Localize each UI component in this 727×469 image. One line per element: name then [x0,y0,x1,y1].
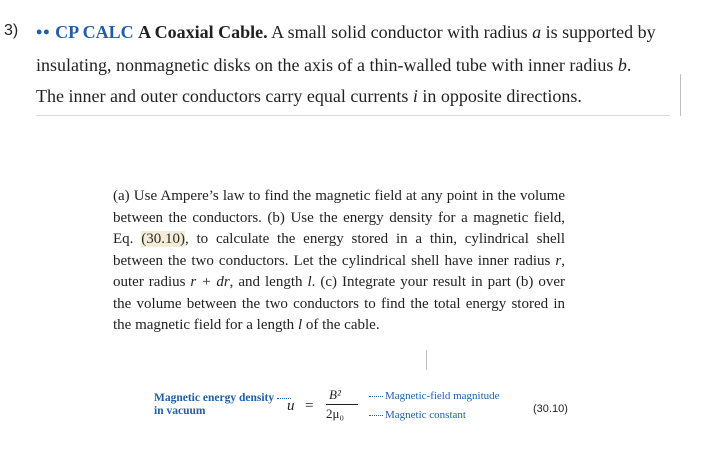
problem-text: in opposite directions. [422,86,582,106]
equation-label-text: Magnetic energy density [154,392,275,404]
equation-label [154,392,293,418]
leader-line [369,415,383,416]
question-text: . (c) Integrate your result in part (b) over the volume between the two conductors to find the total energy stored in the magnetic field for a length [113,274,566,333]
annotation-magnetic-constant [369,409,466,421]
problem-text: A small solid conductor with radius [271,22,528,42]
variable-i: i [412,86,418,106]
equation-numerator: B² [329,387,341,402]
problem-tag: CP CALC [55,22,134,42]
leader-line [369,396,383,397]
question-text: , and length [229,274,303,290]
variable-r-dr: r + dr [190,274,230,290]
annotation-magnetic-field [369,390,500,402]
problem-text: is supported by [545,22,656,42]
difficulty-dots: •• [36,22,51,42]
problem-heading-line-1 [36,22,656,43]
question-text: of the cable. [305,317,380,333]
separator-line [36,115,670,116]
equation-reference-link[interactable]: (30.10) [141,231,185,247]
annotation-text: Magnetic-field magnitude [385,390,500,402]
text-cursor-line [680,74,681,116]
problem-heading-line-2 [36,55,631,76]
question-paragraph [113,186,565,337]
variable-b: b [617,55,627,75]
equation-label-line: in vacuum [154,405,206,417]
problem-title: A Coaxial Cable. [138,22,268,42]
variable-l: l [297,317,303,333]
problem-text: insulating, nonmagnetic disks on the axis of a thin-walled tube with inner radius [36,55,614,75]
equation-lhs: u [287,398,295,414]
equation-equals: = [305,398,314,414]
variable-r: r [555,252,562,269]
question-text: , outer radius [113,252,565,290]
variable-l: l [307,274,312,290]
equation-denominator: 2μ₀ [326,406,345,421]
question-text: , to calculate the energy stored in a thin, cylindrical shell between the two conductors. Let the cylindrical shell have inner radius [113,231,566,269]
problem-number: 3) [4,22,19,39]
fraction-bar [326,404,358,405]
equation-number: (30.10) [533,403,568,415]
text-cursor-line [426,350,427,370]
problem-text: . [626,55,632,75]
problem-text: The inner and outer conductors carry equal currents [36,86,409,106]
annotation-text: Magnetic constant [385,409,466,421]
question-text: (a) Use Ampere’s law to find the magnetic field at any point in the volume between the conductors. (b) Use the energy density for a magnetic field, Eq. [113,188,565,247]
variable-a: a [532,22,542,42]
equation-label-line [154,392,293,405]
problem-heading-line-3 [36,86,582,107]
